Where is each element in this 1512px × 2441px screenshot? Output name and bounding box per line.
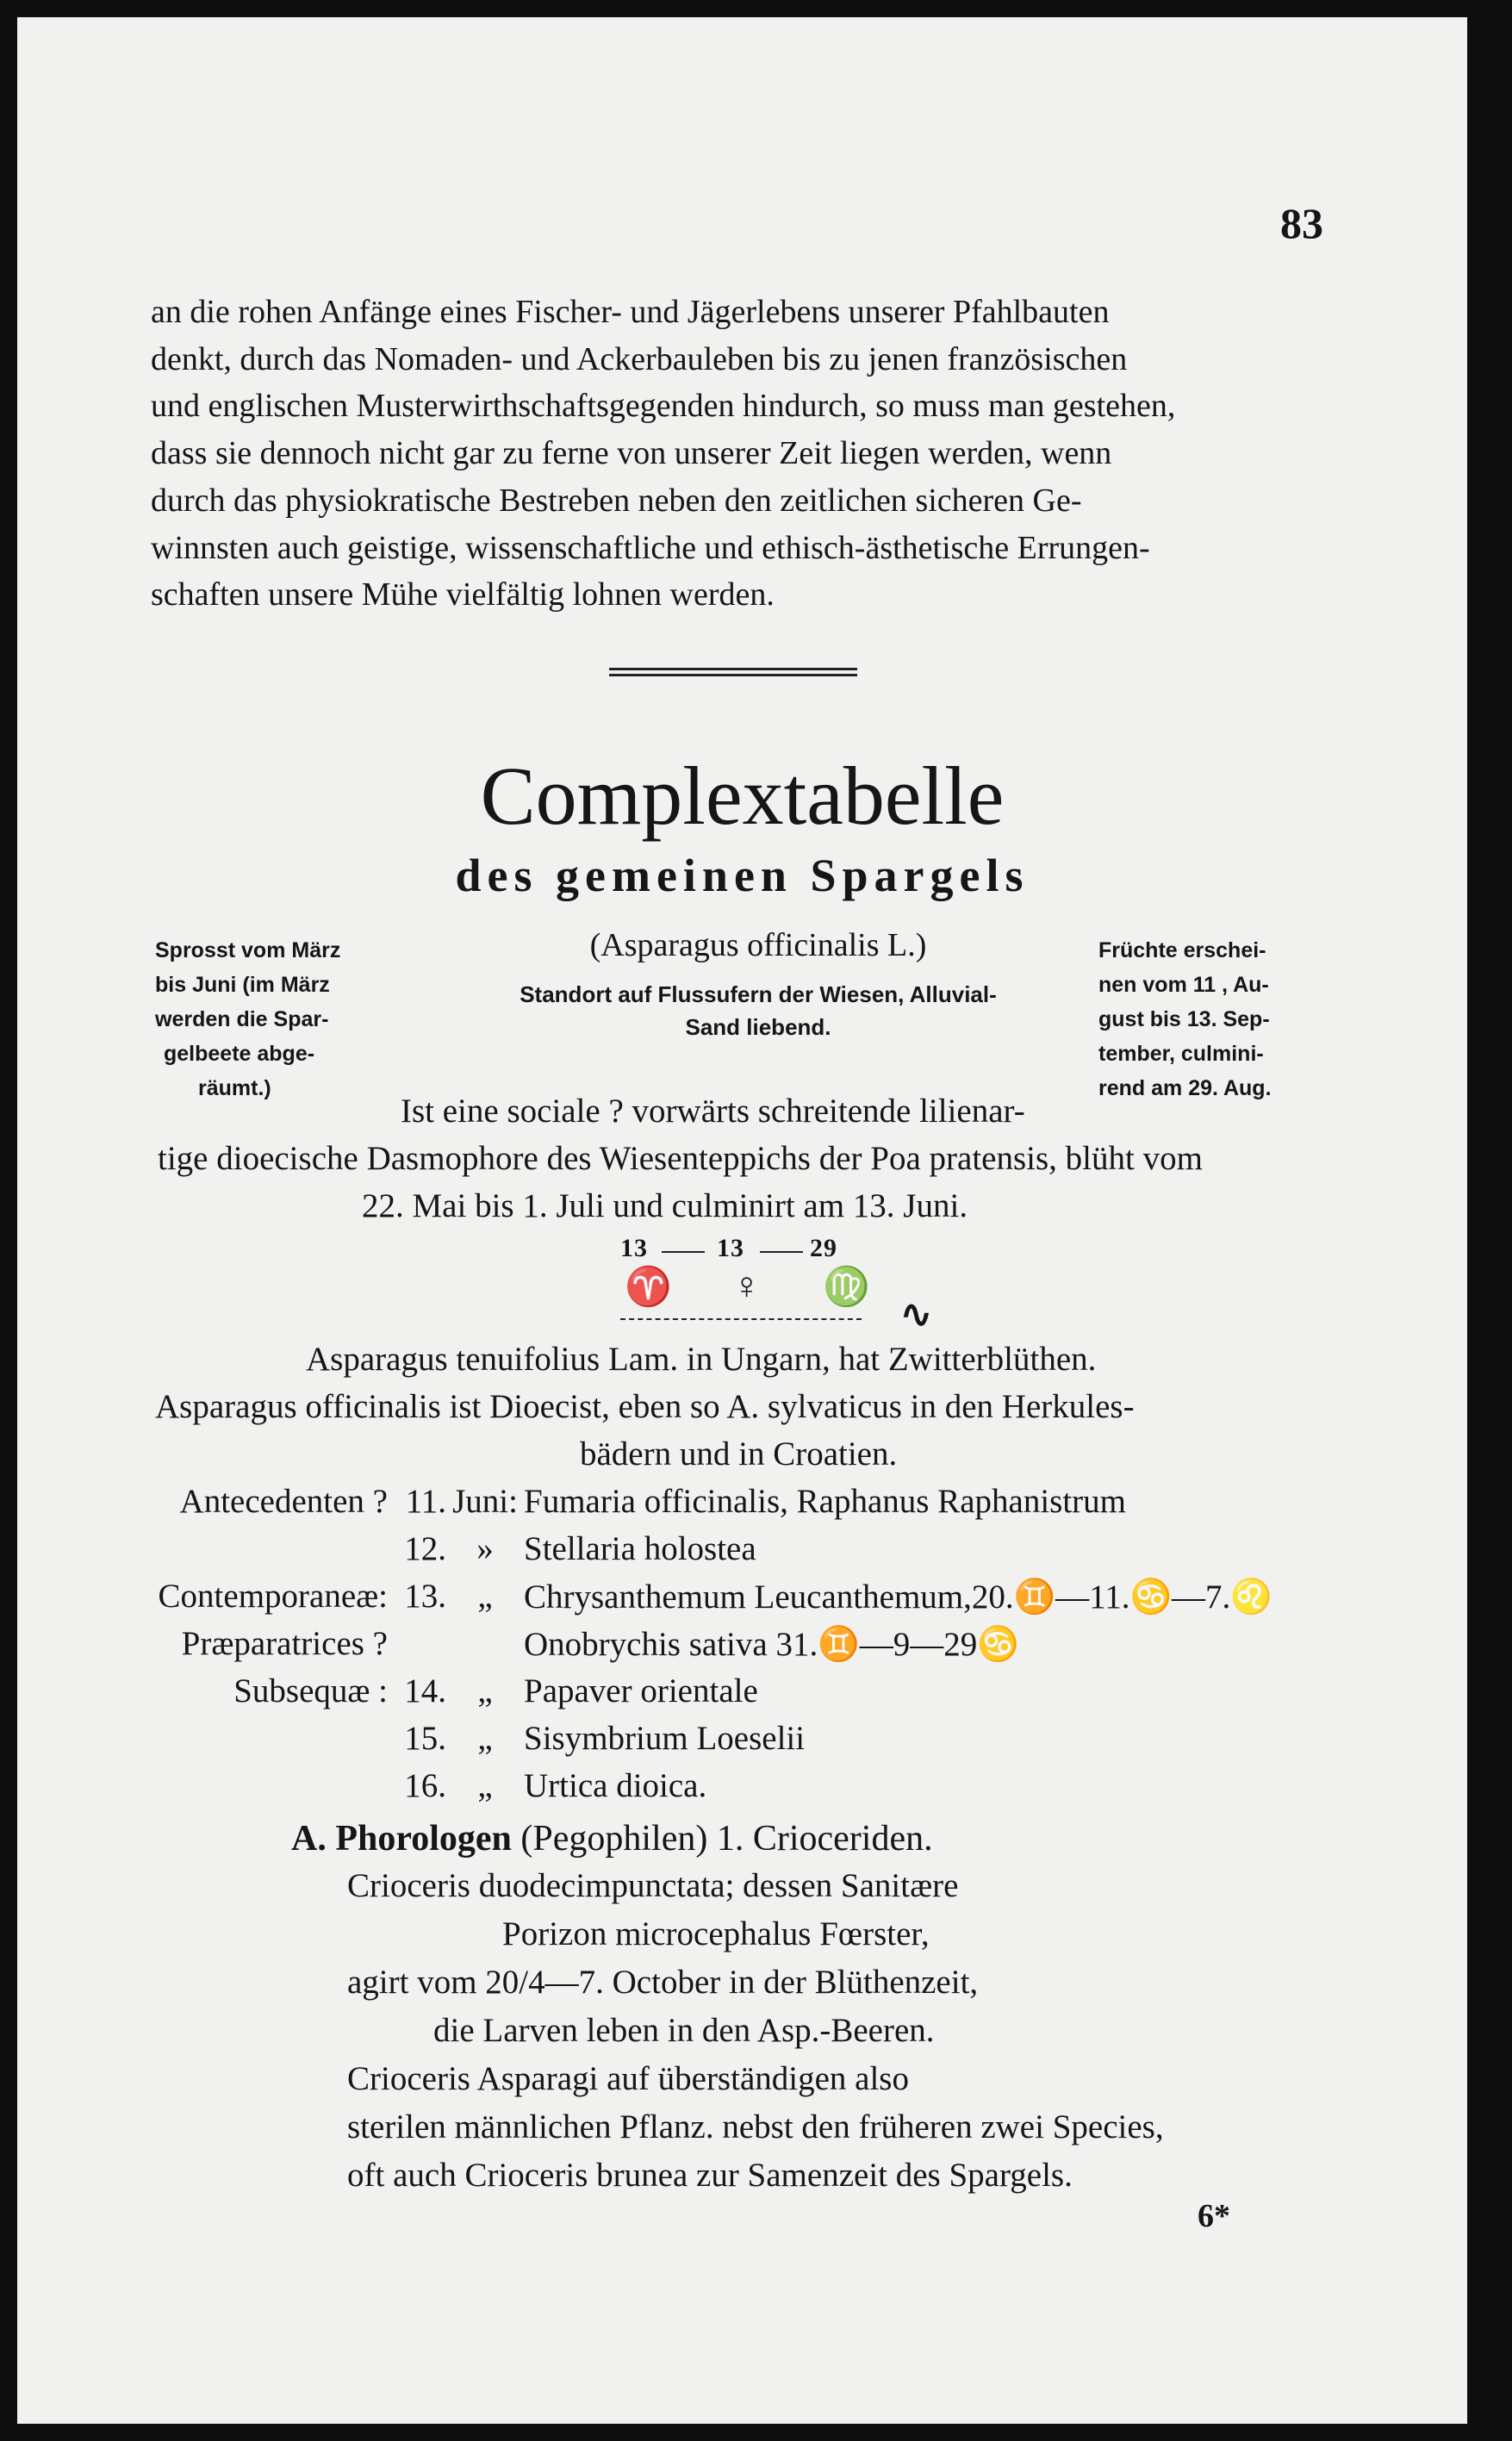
phenology-day: 13. [404, 1578, 446, 1615]
ditto-mark [446, 1624, 524, 1672]
page-number: 83 [1280, 199, 1323, 247]
book-page [17, 17, 1467, 2424]
phenology-row [155, 1766, 1272, 1814]
phenology-plants: Chrysanthemum Leucanthemum,20.♊—11.♋—7.♌ [524, 1579, 1272, 1616]
intro-line: winnsten auch geistige, wissenschaftliche und ethisch-ästhetische Errungen- [151, 529, 1150, 566]
intro-line: und englischen Musterwirthschaftsgegenden hindurch, so muss man gestehen, [151, 388, 1176, 425]
phenology-month: Juni: [452, 1483, 518, 1520]
habitat-line: Standort auf Flussufern der Wiesen, Alluvial- [520, 981, 997, 1007]
flourish-icon: ∿ [900, 1293, 932, 1336]
table-subtitle: des gemeinen Spargels [455, 850, 1030, 901]
note-line: Asparagus officinalis ist Dioecist, eben so A. sylvaticus in den Herkules- [155, 1388, 1135, 1425]
ditto-mark: „ [477, 1720, 493, 1757]
note-line: bädern und in Croatien. [580, 1435, 898, 1473]
phenology-plants: Onobrychis sativa 31.♊—9—29♋ [524, 1626, 1019, 1663]
side-note-line: gelbeete abge- [164, 1042, 315, 1066]
zodiac-date: 29 [810, 1234, 837, 1262]
side-note-line: rend am 29. Aug. [1098, 1076, 1272, 1100]
side-note-line: bis Juni (im März [155, 973, 330, 997]
side-note-line: tember, culmini- [1098, 1042, 1264, 1066]
zodiac-dash [760, 1251, 803, 1253]
phenology-label [155, 1719, 388, 1766]
table-title: Complextabelle [480, 750, 1005, 842]
phenology-plants: Fumaria officinalis, Raphanus Raphanistrum [524, 1483, 1126, 1520]
side-note-left [155, 933, 414, 1105]
intro-paragraph [151, 289, 1340, 619]
section-line: Crioceris Asparagi auf überständigen also [347, 2060, 909, 2097]
side-note-line: werden die Spar- [155, 1007, 329, 1031]
section-line: oft auch Crioceris brunea zur Samenzeit des Spargels. [347, 2157, 1073, 2194]
section-line: agirt vom 20/4—7. October in der Blüthenzeit, [347, 1964, 979, 2001]
zodiac-date: 13 [620, 1234, 648, 1262]
side-note-line: gust bis 13. Sep- [1098, 1007, 1270, 1031]
note-line: Asparagus tenuifolius Lam. in Ungarn, hat Zwitterblüthen. [306, 1341, 1097, 1378]
phenology-day: 14. [404, 1672, 446, 1709]
venus-icon: ♀ [732, 1265, 761, 1307]
phenology-label: Subsequæ : [233, 1672, 388, 1709]
habitat-line: Sand liebend. [685, 1014, 831, 1040]
phenology-label [155, 1766, 388, 1814]
side-note-line: Sprosst vom März [155, 938, 341, 962]
section-heading [291, 1818, 933, 1859]
phenology-day [388, 1624, 446, 1672]
phenology-label: Præparatrices ? [181, 1625, 388, 1662]
signature-mark: 6* [1198, 2198, 1230, 2234]
phenology-table [155, 1482, 1272, 1814]
section-line: sterilen männlichen Pflanz. nebst den früheren zwei Species, [347, 2108, 1164, 2145]
phenology-day: 12. [404, 1530, 446, 1567]
phenology-label [155, 1529, 388, 1577]
phenology-plants: Stellaria holostea [524, 1530, 756, 1567]
description-line: Ist eine sociale ? vorwärts schreitende lilienar- [401, 1093, 1025, 1130]
section-divider [609, 674, 857, 676]
zodiac-baseline [620, 1318, 862, 1320]
section-heading-rest: (Pegophilen) 1. Crioceriden. [520, 1819, 933, 1859]
phenology-plants: Urtica dioica. [524, 1767, 707, 1804]
phenology-label: Antecedenten ? [179, 1483, 388, 1520]
phenology-row [155, 1482, 1272, 1529]
intro-line: denkt, durch das Nomaden- und Ackerbauleben bis zu jenen französischen [151, 340, 1128, 377]
phenology-row [155, 1672, 1272, 1719]
phenology-row [155, 1529, 1272, 1577]
phenology-row [155, 1577, 1272, 1624]
phenology-label: Contemporaneæ: [158, 1578, 388, 1615]
intro-line: durch das physiokratische Bestreben neben den zeitlichen sicheren Ge- [151, 482, 1082, 519]
side-note-line: nen vom 11 , Au- [1098, 973, 1269, 997]
ditto-mark: „ [477, 1578, 493, 1615]
phenology-day: 11. [405, 1483, 446, 1520]
aries-icon: ♈ [625, 1266, 672, 1308]
phenology-day: 15. [404, 1720, 446, 1757]
ditto-mark: „ [477, 1672, 493, 1709]
section-line: die Larven leben in den Asp.-Beeren. [433, 2012, 935, 2049]
phenology-day: 16. [404, 1767, 446, 1804]
section-line: Crioceris duodecimpunctata; dessen Sanitære [347, 1867, 959, 1904]
species-name: (Asparagus officinalis L.) [589, 927, 927, 963]
habitat-note [422, 978, 1094, 1043]
intro-line: an die rohen Anfänge eines Fischer- und Jägerlebens unserer Pfahlbauten [151, 294, 1110, 330]
ditto-mark: » [476, 1530, 494, 1567]
side-note-line: Früchte erschei- [1098, 938, 1266, 962]
phenology-row [155, 1719, 1272, 1766]
side-note-line: räumt.) [198, 1076, 271, 1100]
ditto-mark: „ [477, 1767, 493, 1804]
phenology-row [155, 1624, 1272, 1672]
phenology-plants: Sisymbrium Loeselii [524, 1720, 806, 1757]
phenology-plants: Papaver orientale [524, 1672, 758, 1709]
section-heading-bold: A. Phorologen [291, 1819, 512, 1859]
description-line: tige dioecische Dasmophore des Wiesenteppichs der Poa pratensis, blüht vom [158, 1140, 1203, 1177]
side-note-right [1098, 933, 1348, 1105]
zodiac-date: 13 [717, 1234, 744, 1262]
zodiac-dash [662, 1251, 705, 1253]
section-line: Porizon microcephalus Fœrster, [502, 1915, 930, 1952]
intro-line: schaften unsere Mühe vielfältig lohnen werden. [151, 576, 775, 613]
section-divider [609, 668, 857, 670]
virgo-icon: ♍ [823, 1266, 870, 1308]
description-line: 22. Mai bis 1. Juli und culminirt am 13. Juni. [362, 1187, 968, 1224]
intro-line: dass sie dennoch nicht gar zu ferne von unserer Zeit liegen werden, wenn [151, 435, 1112, 472]
